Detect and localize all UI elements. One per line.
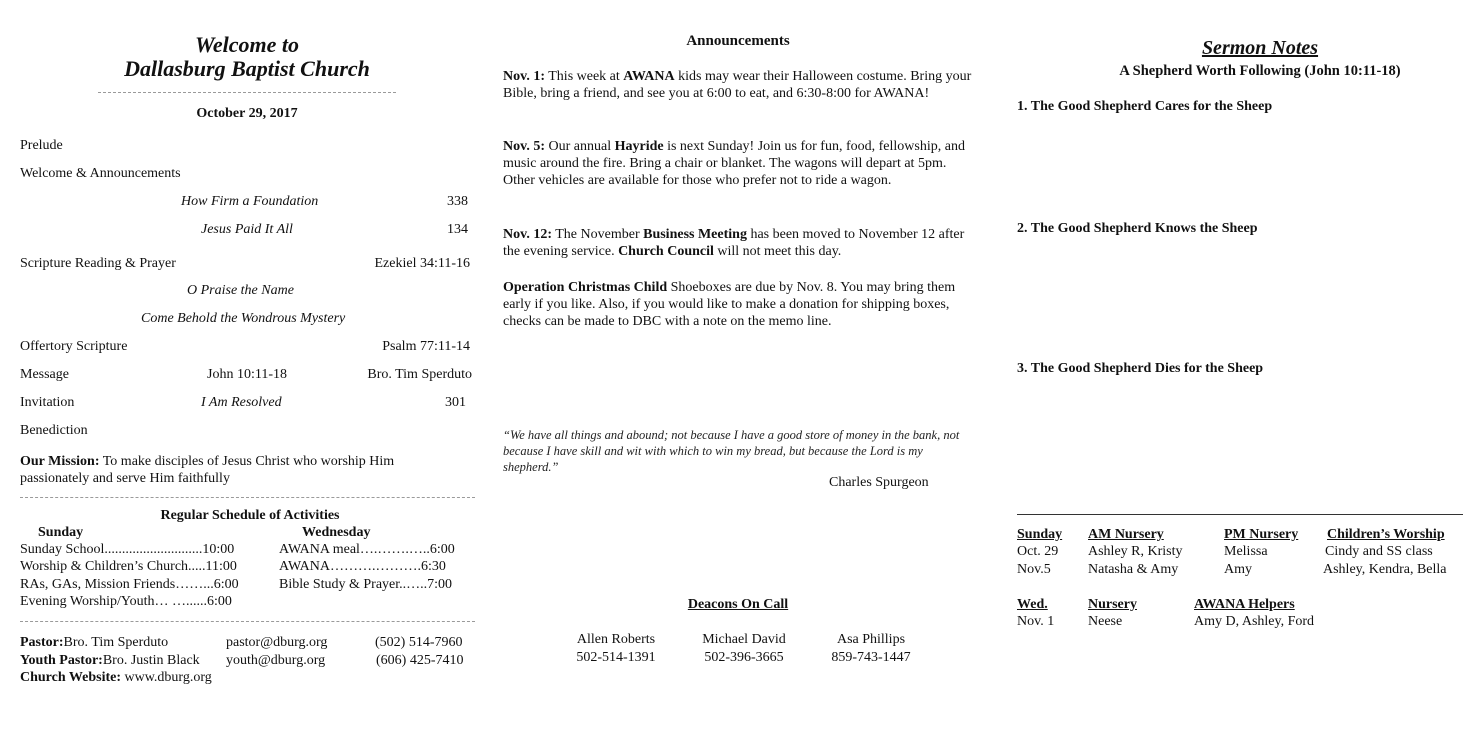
song-title: Come Behold the Wondrous Mystery [141, 311, 346, 326]
announcement-item [503, 68, 973, 102]
pastor-line [20, 635, 168, 651]
hymn-number: 134 [447, 222, 468, 237]
divider [20, 497, 475, 498]
hymn-title: How Firm a Foundation [181, 194, 319, 209]
sunday-activity: RAs, GAs, Mission Friends……...6:00 [20, 577, 239, 592]
welcome-title-line1: Welcome to [194, 32, 300, 57]
announcement-highlight: Business Meeting [643, 227, 747, 242]
table-cell: Melissa [1224, 544, 1268, 559]
announcement-highlight: Hayride [614, 139, 664, 154]
table-cell: Cindy and SS class [1325, 544, 1433, 559]
sermon-point: 2. The Good Shepherd Knows the Sheep [1017, 221, 1258, 236]
table-cell: Oct. 29 [1017, 544, 1059, 559]
church-name: Dallasburg Baptist Church [124, 56, 370, 81]
invitation-label: Invitation [20, 395, 75, 410]
sunday-header: Sunday [38, 525, 84, 540]
column-header: AM Nursery [1088, 527, 1164, 542]
quote-author: Charles Spurgeon [829, 475, 929, 490]
table-cell: Amy [1224, 562, 1252, 577]
mission-line1 [20, 454, 394, 470]
announcement-text: The November [552, 227, 644, 242]
table-cell: Nov. 1 [1017, 614, 1055, 629]
wednesday-header: Wednesday [302, 525, 371, 540]
announcement-text: has been moved to November 12 after the evening service. [503, 227, 965, 259]
sunday-activity: Sunday School............................10:00 [20, 542, 235, 557]
website-link[interactable]: www.dburg.org [124, 670, 212, 685]
deacons-title: Deacons On Call [687, 597, 789, 612]
pastor-label: Pastor: [20, 635, 64, 650]
service-date: October 29, 2017 [196, 106, 298, 121]
invitation-hymn: I Am Resolved [201, 395, 282, 410]
pastor-phone: (502) 514-7960 [375, 635, 463, 650]
scripture-reference: Ezekiel 34:11-16 [374, 256, 470, 271]
announcement-date: Nov. 12: [503, 227, 552, 242]
announcement-item [503, 226, 973, 260]
website-label: Church Website: [20, 670, 121, 685]
wednesday-activity: AWANA……….……….6:30 [279, 559, 446, 574]
deacon-phone: 502-396-3665 [704, 650, 784, 665]
announcement-date: Nov. 5: [503, 139, 545, 154]
sunday-activity: Evening Worship/Youth… …......6:00 [20, 594, 232, 609]
pastor-name: Bro. Tim Sperduto [63, 635, 169, 650]
prelude-item: Prelude [20, 138, 63, 153]
offertory-label: Offertory Scripture [20, 339, 128, 354]
message-reference: John 10:11-18 [207, 367, 287, 382]
deacon-phone: 859-743-1447 [831, 650, 911, 665]
song-title: O Praise the Name [187, 283, 294, 298]
announcement-highlight: Operation Christmas Child [503, 280, 668, 295]
announcement-item [503, 138, 973, 189]
table-cell: Natasha & Amy [1088, 562, 1179, 577]
message-label: Message [20, 367, 69, 382]
announcement-text: will not meet this day. [713, 244, 842, 259]
mission-line2: passionately and serve Him faithfully [20, 471, 230, 486]
hymn-number: 301 [445, 395, 466, 410]
hymn-number: 338 [447, 194, 468, 209]
pastor-email[interactable]: pastor@dburg.org [226, 635, 328, 650]
announcement-text: is next Sunday! Join us for fun, food, fellowship, and music around the fire. Bring a chair or blanket. The wagons will depart at 5pm. Other vehicles are available for those who prefer not to ride a wagon. [503, 139, 965, 188]
scripture-label: Scripture Reading & Prayer [20, 256, 176, 271]
wednesday-activity: AWANA meal….…….…..6:00 [279, 542, 455, 557]
divider [98, 92, 396, 93]
sermon-subtitle: A Shepherd Worth Following (John 10:11-18) [1119, 63, 1401, 79]
deacon-name: Asa Phillips [836, 632, 906, 647]
announcement-highlight: Church Council [618, 244, 714, 259]
announcement-date: Nov. 1: [503, 69, 545, 84]
announcement-text: Shoeboxes are due by Nov. 8. You may bring them early if you like. Also, if you would like to make a donation for shipping boxes, checks can be made to DBC with a note on the memo line. [503, 280, 956, 329]
youth-pastor-email[interactable]: youth@dburg.org [226, 653, 326, 668]
wednesday-activity: Bible Study & Prayer..…..7:00 [279, 577, 453, 592]
table-cell: Ashley, Kendra, Bella [1323, 562, 1447, 577]
column-header: Wed. [1017, 597, 1048, 612]
column-header: Children’s Worship [1327, 527, 1445, 542]
youth-pastor-label: Youth Pastor: [20, 653, 103, 668]
divider [20, 621, 475, 622]
sermon-point: 1. The Good Shepherd Cares for the Sheep [1017, 99, 1273, 114]
sermon-point: 3. The Good Shepherd Dies for the Sheep [1017, 361, 1264, 376]
offertory-reference: Psalm 77:11-14 [382, 339, 470, 354]
announcement-item [503, 279, 973, 330]
website-line [20, 670, 212, 686]
mission-label: Our Mission: [20, 454, 100, 469]
mission-text: To make disciples of Jesus Christ who worship Him [102, 454, 395, 469]
announcements-title: Announcements [686, 33, 790, 49]
divider [1017, 514, 1463, 515]
youth-pastor-line [20, 653, 200, 669]
table-cell: Neese [1088, 614, 1123, 629]
announcement-text: Our annual [545, 139, 615, 154]
column-header: Sunday [1017, 527, 1063, 542]
column-header: Nursery [1088, 597, 1137, 612]
welcome-item: Welcome & Announcements [20, 166, 181, 181]
announcement-text: kids may wear their Halloween costume. Bring your Bible, bring a friend, and see you at 6:00 to eat, and 6:30-8:00 for AWANA! [503, 69, 972, 101]
spurgeon-quote: “We have all things and abound; not because I have a good store of money in the bank, not because I have skill and wit with which to win my bread, but because the Lord is my shepherd.” [503, 428, 960, 474]
benediction-item: Benediction [20, 423, 88, 438]
schedule-title: Regular Schedule of Activities [160, 508, 340, 523]
message-speaker: Bro. Tim Sperduto [367, 367, 472, 382]
table-cell: Nov.5 [1017, 562, 1051, 577]
hymn-title: Jesus Paid It All [201, 222, 293, 237]
table-cell: Ashley R, Kristy [1088, 544, 1183, 559]
column-header: PM Nursery [1224, 527, 1299, 542]
youth-pastor-phone: (606) 425-7410 [376, 653, 464, 668]
deacon-phone: 502-514-1391 [576, 650, 656, 665]
sunday-activity: Worship & Children’s Church.....11:00 [20, 559, 237, 574]
sermon-notes-title: Sermon Notes [1201, 37, 1319, 59]
deacon-name: Michael David [702, 632, 786, 647]
announcement-text: This week at [545, 69, 624, 84]
table-cell: Amy D, Ashley, Ford [1194, 614, 1315, 629]
deacon-name: Allen Roberts [576, 632, 656, 647]
column-header: AWANA Helpers [1194, 597, 1295, 612]
youth-pastor-name: Bro. Justin Black [102, 653, 200, 668]
announcement-highlight: AWANA [623, 69, 675, 84]
